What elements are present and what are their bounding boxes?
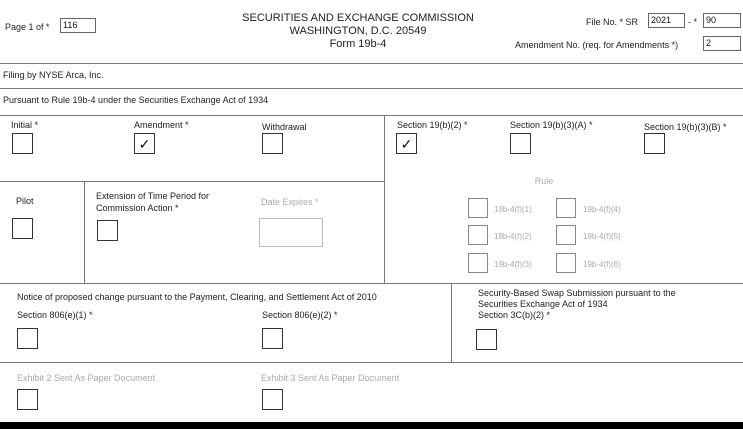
rule-19b4f5-checkbox[interactable] bbox=[556, 225, 576, 245]
swap-line1: Security-Based Swap Submission pursuant to the bbox=[478, 288, 676, 298]
section-19b3a-label: Section 19(b)(3)(A) * bbox=[510, 120, 593, 130]
swap-line3: Section 3C(b)(2) * bbox=[478, 310, 551, 320]
section-806e2-label: Section 806(e)(2) * bbox=[262, 310, 338, 320]
section-19b2-label: Section 19(b)(2) * bbox=[397, 120, 468, 130]
date-expires-field[interactable] bbox=[259, 218, 323, 247]
amendment-no-label: Amendment No. (req. for Amendments *) bbox=[515, 40, 679, 50]
file-dash: - * bbox=[688, 17, 697, 27]
rule-19b4f3-label: 19b-4(f)(3) bbox=[494, 260, 532, 269]
section-806e2-checkbox[interactable] bbox=[262, 328, 283, 349]
rule-19b4f6-checkbox[interactable] bbox=[556, 253, 576, 273]
page-label: Page 1 of * bbox=[5, 22, 50, 32]
section-806e1-label: Section 806(e)(1) * bbox=[17, 310, 93, 320]
pilot-label: Pilot bbox=[16, 196, 34, 206]
grid-line bbox=[0, 115, 743, 116]
exhibit3-checkbox[interactable] bbox=[262, 389, 283, 410]
grid-line bbox=[84, 181, 85, 283]
section-19b3b-label: Section 19(b)(3)(B) * bbox=[644, 122, 727, 132]
amendment-no-field[interactable]: 2 bbox=[703, 36, 741, 51]
pilot-checkbox[interactable] bbox=[12, 218, 33, 239]
amendment-checkbox[interactable]: ✓ bbox=[134, 133, 155, 154]
notice-text: Notice of proposed change pursuant to the Payment, Clearing, and Settlement Act of 2010 bbox=[17, 292, 377, 302]
initial-label: Initial * bbox=[11, 120, 39, 130]
withdrawal-checkbox[interactable] bbox=[262, 133, 283, 154]
grid-line bbox=[384, 115, 385, 283]
amendment-label: Amendment * bbox=[134, 120, 189, 130]
rule-19b4f1-label: 19b-4(f)(1) bbox=[494, 205, 532, 214]
exhibit2-label: Exhibit 2 Sent As Paper Document bbox=[17, 373, 156, 383]
title-line2: WASHINGTON, D.C. 20549 bbox=[289, 25, 427, 37]
rule-19b4f3-checkbox[interactable] bbox=[468, 253, 488, 273]
section-3cb2-checkbox[interactable] bbox=[476, 329, 497, 350]
grid-line bbox=[451, 283, 452, 362]
file-year-field[interactable]: 2021 bbox=[648, 13, 685, 28]
section-19b3b-checkbox[interactable] bbox=[644, 133, 665, 154]
section-806e1-checkbox[interactable] bbox=[17, 328, 38, 349]
grid-line bbox=[0, 283, 743, 284]
rule-19b4f1-checkbox[interactable] bbox=[468, 198, 488, 218]
rule-19b4f6-label: 19b-4(f)(6) bbox=[583, 260, 621, 269]
grid-line bbox=[0, 181, 384, 182]
swap-line2: Securities Exchange Act of 1934 bbox=[478, 299, 608, 309]
file-number-field[interactable]: 90 bbox=[703, 13, 741, 28]
section-19b3a-checkbox[interactable] bbox=[510, 133, 531, 154]
withdrawal-label: Withdrawal bbox=[262, 122, 307, 132]
rule-19b4f4-checkbox[interactable] bbox=[556, 198, 576, 218]
rule-19b4f2-label: 19b-4(f)(2) bbox=[494, 232, 532, 241]
date-expires-label: Date Expires * bbox=[261, 197, 319, 207]
rule-19b4f5-label: 19b-4(f)(5) bbox=[583, 232, 621, 241]
filing-by: Filing by NYSE Arca, Inc. bbox=[3, 70, 104, 80]
file-no-label: File No. * SR bbox=[586, 17, 639, 27]
rule-heading: Rule bbox=[534, 176, 554, 186]
rule-19b4f2-checkbox[interactable] bbox=[468, 225, 488, 245]
extension-label-line2: Commission Action * bbox=[96, 203, 179, 213]
section-19b2-checkbox[interactable]: ✓ bbox=[396, 133, 417, 154]
exhibit3-label: Exhibit 3 Sent As Paper Document bbox=[261, 373, 400, 383]
pursuant-text: Pursuant to Rule 19b-4 under the Securities Exchange Act of 1934 bbox=[3, 95, 269, 105]
divider bbox=[0, 63, 743, 64]
extension-checkbox[interactable] bbox=[97, 220, 118, 241]
extension-label-line1: Extension of Time Period for bbox=[96, 191, 210, 201]
exhibit2-checkbox[interactable] bbox=[17, 389, 38, 410]
title-line1: SECURITIES AND EXCHANGE COMMISSION bbox=[242, 12, 474, 24]
title-line3: Form 19b-4 bbox=[329, 38, 387, 50]
rule-19b4f4-label: 19b-4(f)(4) bbox=[583, 205, 621, 214]
divider bbox=[0, 88, 743, 89]
page-total-field[interactable]: 116 bbox=[60, 18, 96, 33]
grid-line bbox=[0, 362, 743, 363]
initial-checkbox[interactable] bbox=[12, 133, 33, 154]
